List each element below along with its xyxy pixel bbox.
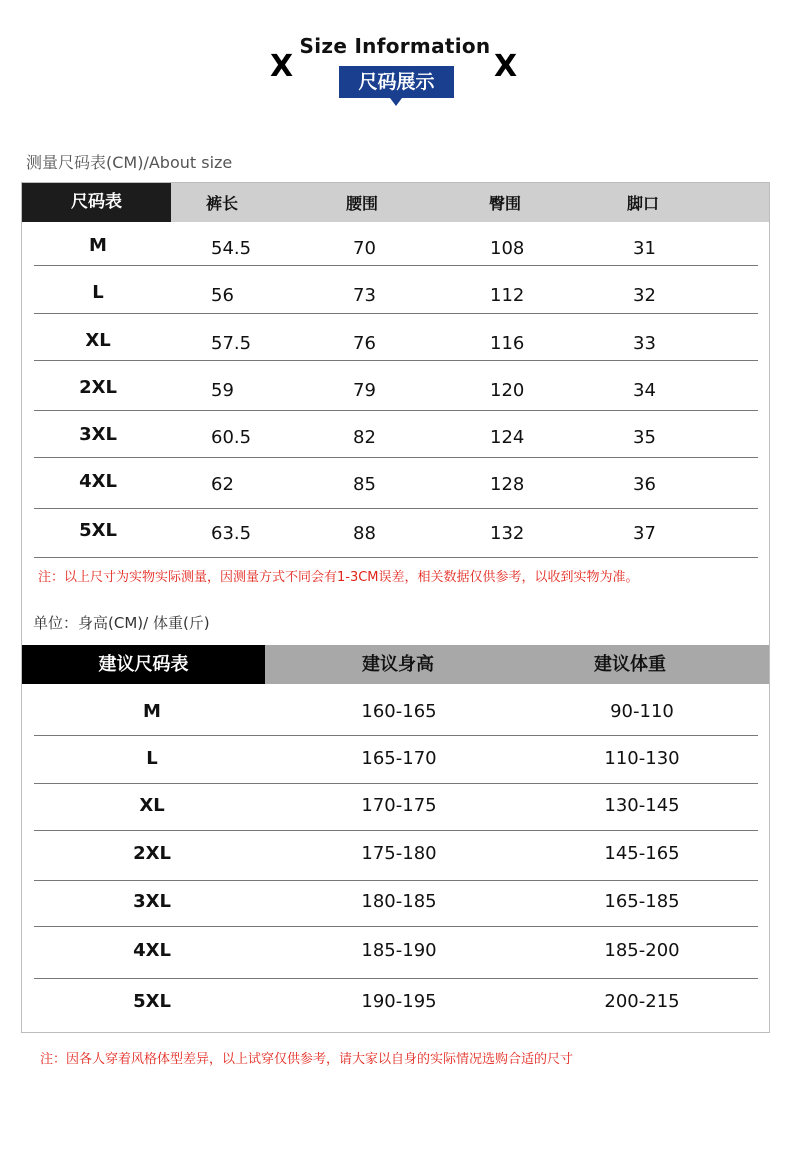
row-divider [34,313,758,314]
measure-value-cell: 124 [490,427,525,448]
x-mark-left: X [270,49,294,84]
measure-caption: 测量尺码表(CM)/About size [26,153,233,172]
recommend-value-cell: 130-145 [604,795,680,816]
measure-size-cell: L [92,282,104,303]
measure-value-cell: 88 [353,523,376,544]
recommend-value-cell: 145-165 [604,843,680,864]
recommend-size-cell: 2XL [133,843,171,864]
measure-col-header: 脚口 [627,194,660,213]
recommend-col-header: 建议体重 [594,654,666,675]
row-divider [34,783,758,784]
measure-table-header [22,183,769,222]
measure-value-cell: 112 [490,285,525,306]
measure-size-cell: 4XL [79,471,117,492]
recommend-size-cell: L [146,748,158,769]
measure-value-cell: 116 [490,333,525,354]
measure-value-cell: 62 [211,474,234,495]
recommend-value-cell: 90-110 [610,701,674,722]
measure-value-cell: 108 [490,238,525,259]
measure-size-cell: 5XL [79,520,117,541]
badge-arrow-icon [390,98,402,106]
measure-value-cell: 120 [490,380,525,401]
recommend-caption: 单位：身高(CM)/ 体重(斤) [33,614,210,632]
measure-value-cell: 132 [490,523,525,544]
recommend-size-cell: 5XL [133,991,171,1012]
measure-col-header: 腰围 [346,194,379,213]
measure-corner-label: 尺码表 [22,183,171,222]
measure-value-cell: 76 [353,333,376,354]
recommend-size-cell: 3XL [133,891,171,912]
measure-value-cell: 37 [633,523,656,544]
measure-size-cell: 2XL [79,377,117,398]
measure-size-cell: M [89,235,107,256]
recommend-value-cell: 180-185 [361,891,437,912]
measure-value-cell: 34 [633,380,656,401]
measure-value-cell: 63.5 [211,523,252,544]
row-divider [34,457,758,458]
measure-value-cell: 73 [353,285,376,306]
row-divider [34,265,758,266]
measure-value-cell: 32 [633,285,656,306]
recommend-value-cell: 190-195 [361,991,437,1012]
measure-size-cell: XL [85,330,111,351]
measure-value-cell: 36 [633,474,656,495]
measure-col-header: 裤长 [206,194,239,213]
row-divider [34,410,758,411]
recommend-corner-label: 建议尺码表 [22,645,265,684]
row-divider [34,735,758,736]
row-divider [34,508,758,509]
recommend-value-cell: 160-165 [361,701,437,722]
row-divider [34,978,758,979]
recommend-value-cell: 165-185 [604,891,680,912]
recommend-value-cell: 110-130 [604,748,680,769]
measure-value-cell: 82 [353,427,376,448]
recommend-table-header [22,645,769,684]
measure-value-cell: 60.5 [211,427,252,448]
measure-value-cell: 57.5 [211,333,252,354]
recommend-size-cell: M [143,701,161,722]
measure-col-header: 臀围 [489,194,522,213]
row-divider [34,926,758,927]
measure-value-cell: 31 [633,238,656,259]
measure-value-cell: 35 [633,427,656,448]
recommend-value-cell: 175-180 [361,843,437,864]
recommend-value-cell: 185-190 [361,940,437,961]
row-divider [34,830,758,831]
page-title: Size Information [299,34,491,58]
recommend-col-header: 建议身高 [362,654,434,675]
recommend-value-cell: 165-170 [361,748,437,769]
recommend-note: 注：因各人穿着风格体型差异，以上试穿仅供参考，请大家以自身的实际情况选购合适的尺寸 [40,1052,574,1067]
measure-note: 注：以上尺寸为实物实际测量，因测量方式不同会有1-3CM误差，相关数据仅供参考，以收到实物为准。 [38,570,639,585]
measure-value-cell: 70 [353,238,376,259]
recommend-value-cell: 185-200 [604,940,680,961]
measure-value-cell: 33 [633,333,656,354]
size-display-badge: 尺码展示 [339,66,454,98]
measure-value-cell: 79 [353,380,376,401]
x-mark-right: X [494,49,518,84]
recommend-value-cell: 170-175 [361,795,437,816]
row-divider [34,880,758,881]
measure-size-cell: 3XL [79,424,117,445]
measure-value-cell: 59 [211,380,234,401]
row-divider [34,360,758,361]
recommend-size-cell: 4XL [133,940,171,961]
recommend-size-cell: XL [139,795,165,816]
row-divider [34,557,758,558]
recommend-value-cell: 200-215 [604,991,680,1012]
measure-value-cell: 54.5 [211,238,252,259]
measure-value-cell: 56 [211,285,234,306]
measure-value-cell: 85 [353,474,376,495]
measure-value-cell: 128 [490,474,525,495]
